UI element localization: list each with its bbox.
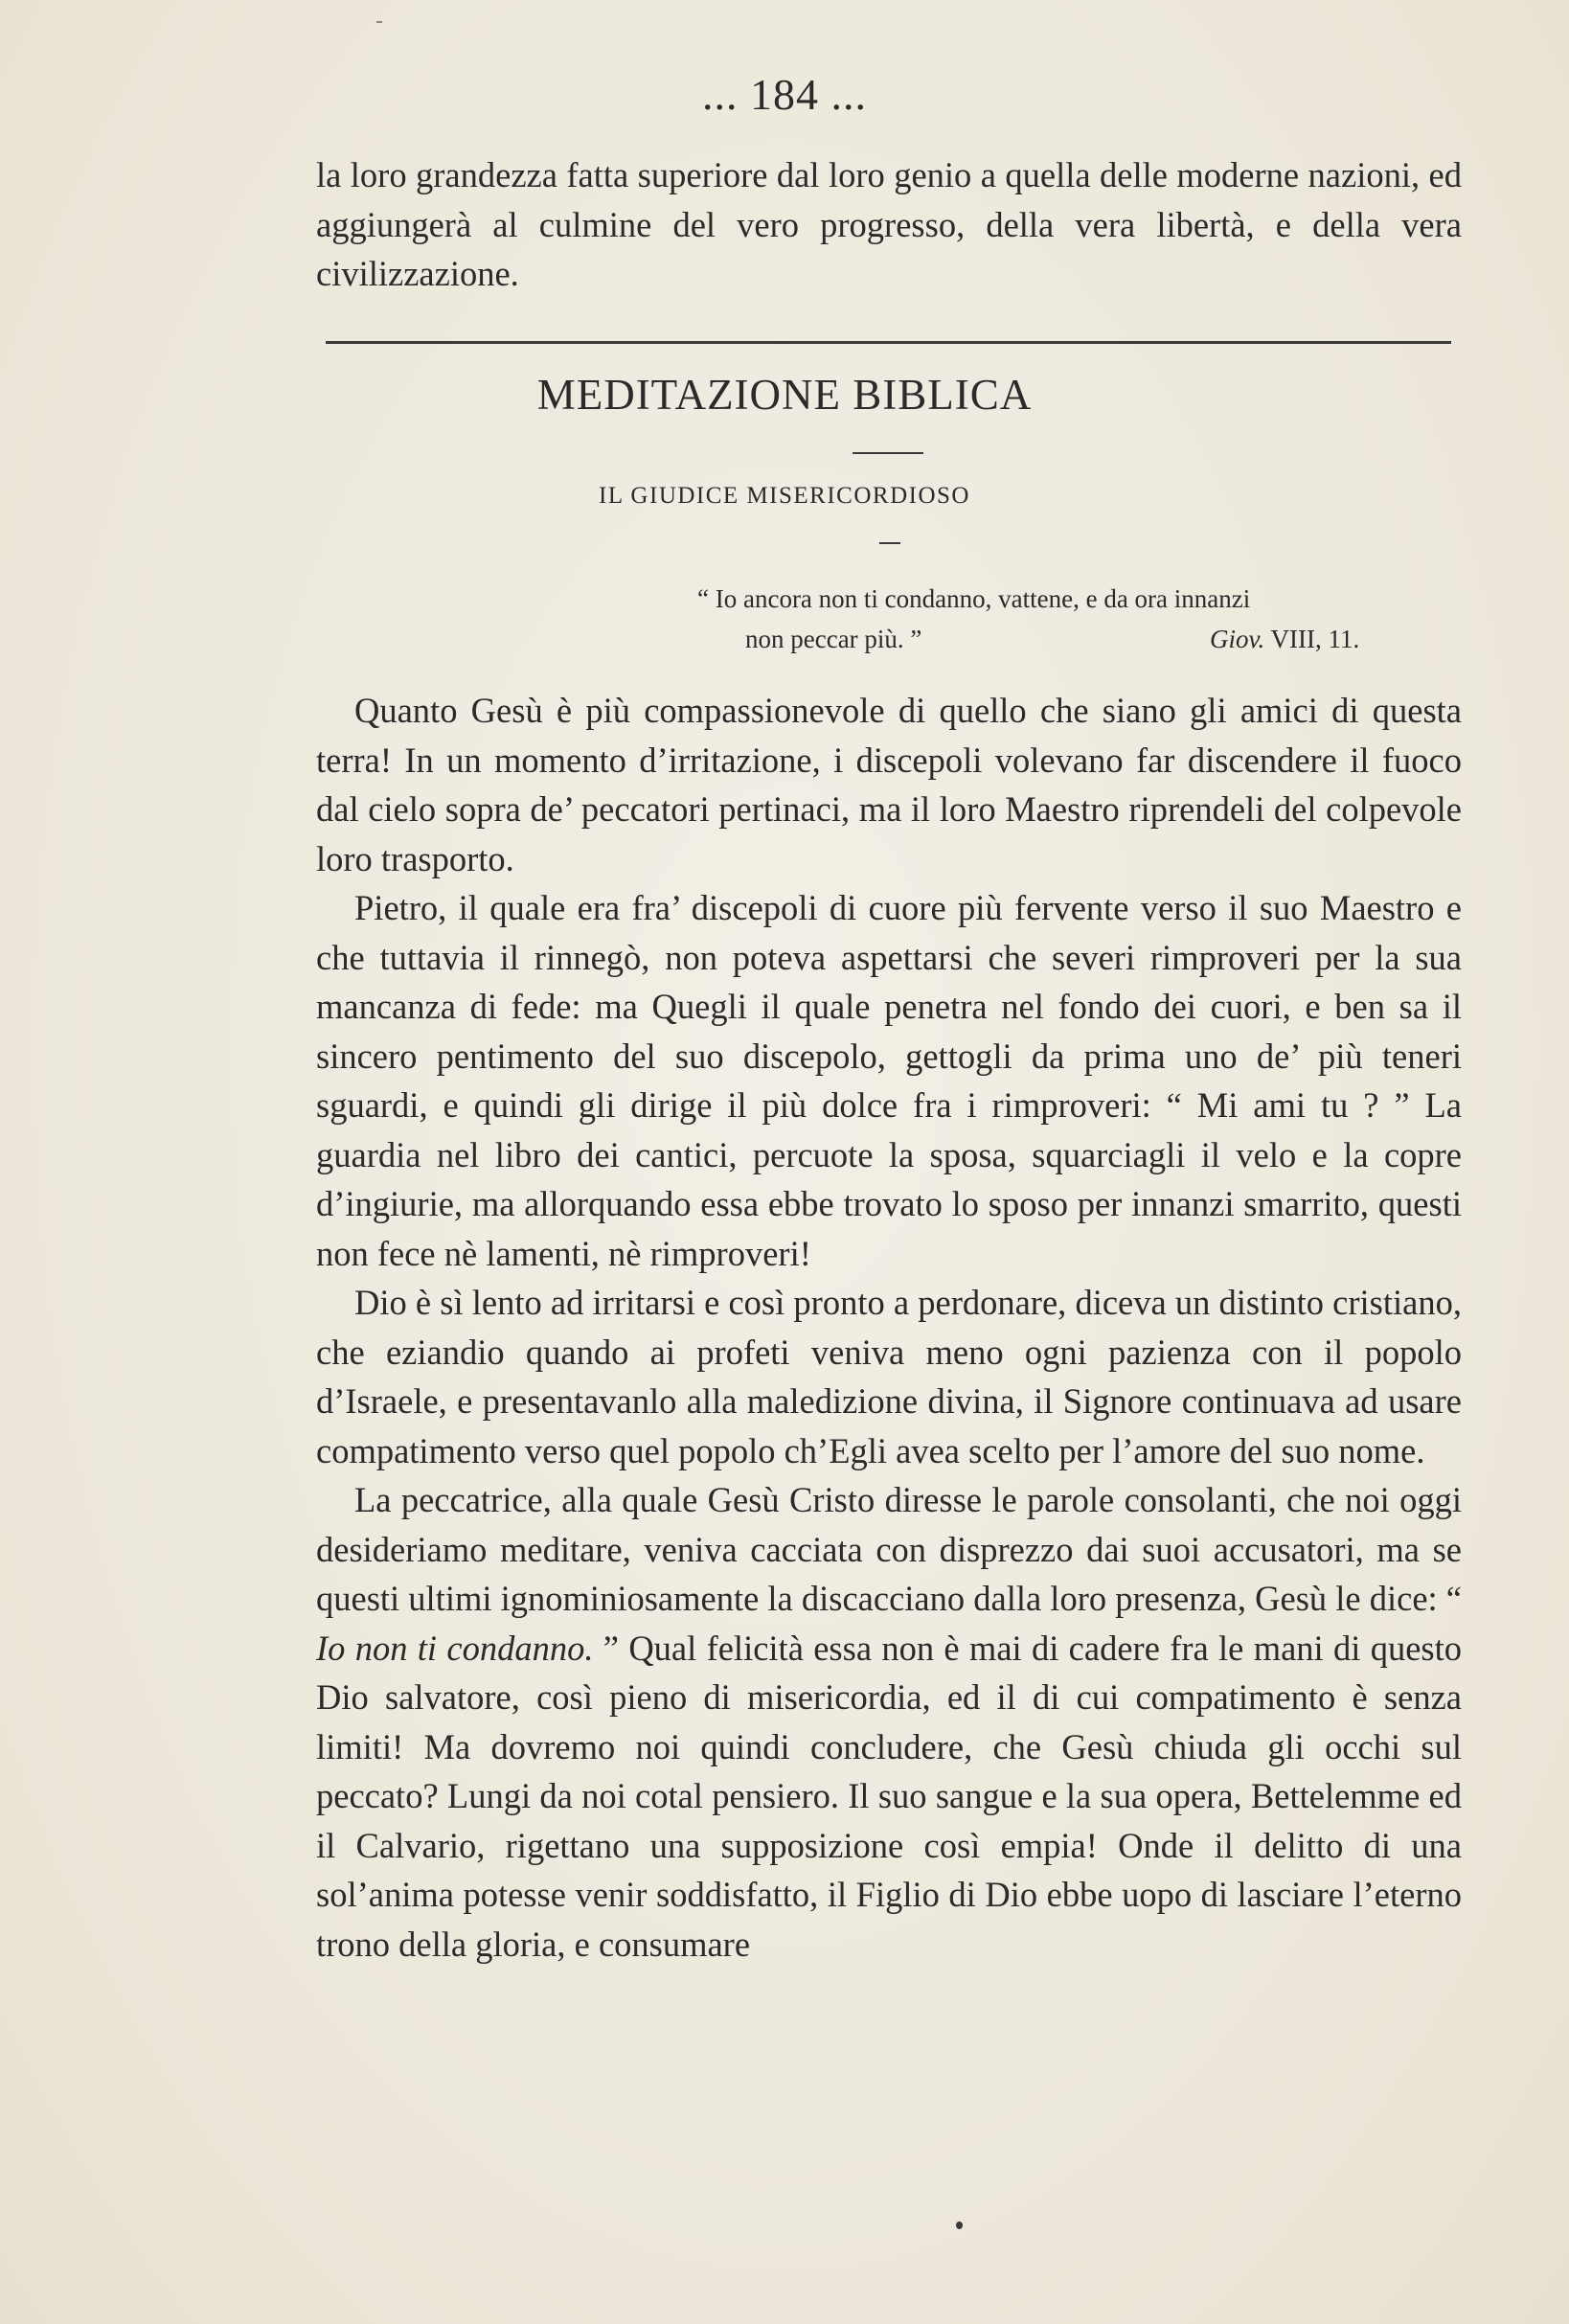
body-text <box>316 686 1462 1969</box>
epigraph-ref-book: Giov. <box>1210 625 1265 653</box>
page-number: ... 184 ... <box>702 70 867 119</box>
epigraph-line-2-text: non peccar più. ” <box>745 625 922 653</box>
section-divider <box>326 341 1451 344</box>
paragraph-1: Quanto Gesù è più compassionevole di quello che siano gli amici di questa terra! In un momento d’irritazione, i discepoli volevano far discendere il fuoco dal cielo sopra de’ peccatori pertinaci, ma il loro Maestro riprendeli del colpevole loro trasporto. <box>316 691 1462 878</box>
intro-text: la loro grandezza fatta superiore dal loro genio a quella delle moderne nazioni, ed aggiungerà al culmine del vero progresso, della vera libertà, e della vera civilizzazione. <box>316 155 1462 293</box>
paragraph-4-quote: Io non ti condanno. <box>316 1628 594 1668</box>
ink-speck <box>956 2221 963 2229</box>
paragraph-4-after: ” Qual felicità essa non è mai di cadere fra le mani di questo Dio salvatore, così pieno di misericordia, ed il di cui compatimento è senza limiti! Ma dovremo noi quindi concludere, che Gesù chiuda gli occhi sul peccato? Lungi da noi cotal pensiero. Il suo sangue e la sua opera, Bettelemme ed il Calvario, rigettano una supposizione così empia! Onde il delitto di una sol’anima potesse venir soddisfatto, il Figlio di Dio ebbe uopo di lasciare l’eterno trono della gloria, e consumare <box>316 1628 1462 1964</box>
epigraph-line-1: “ Io ancora non ti condanno, vattene, e da ora innanzi <box>697 584 1251 613</box>
epigraph-ref-chapter: VIII, 11. <box>1270 625 1360 653</box>
heading-underline <box>853 452 923 454</box>
intro-paragraph <box>316 150 1462 299</box>
epigraph-reference <box>1210 619 1359 659</box>
paragraph-3: Dio è sì lento ad irritarsi e così pronto a perdonare, diceva un distinto cristiano, che eziandio quando ai profeti veniva meno ogni pazienza con il popolo d’Israele, e presentavanlo alla maledizione divina, il Signore continuava ad usare compatimento verso quel popolo ch’Egli avea scelto per l’amore del suo nome. <box>316 1283 1462 1470</box>
epigraph-line-2 <box>697 619 1473 659</box>
paragraph-4-before: La peccatrice, alla quale Gesù Cristo diresse le parole consolanti, che noi oggi desideriamo meditare, veniva cacciata con disprezzo dai suoi accusatori, ma se questi ultimi ignominiosamente la discacciano dalla loro presenza, Gesù le dice: “ <box>316 1480 1462 1618</box>
paragraph-4 <box>316 1475 1462 1969</box>
section-heading: MEDITAZIONE BIBLICA <box>536 371 1033 419</box>
section-subheading: IL GIUDICE MISERICORDIOSO <box>599 483 970 509</box>
epigraph <box>697 579 1473 659</box>
subheading-dash <box>879 542 900 544</box>
paragraph-2: Pietro, il quale era fra’ discepoli di cuore più fervente verso il suo Maestro e che tuttavia il rinnegò, non poteva aspettarsi che severi rimproveri per la sua mancanza di fede: ma Quegli il quale penetra nel fondo dei cuori, e ben sa il sincero pentimento del suo discepolo, gettogli da prima uno de’ più teneri sguardi, e quindi gli dirige il più dolce fra i rimproveri: “ Mi ami tu ? ” La guardia nel libro dei cantici, percuote la sposa, squarciagli il velo e la copre d’ingiurie, ma allorquando essa ebbe trovato lo sposo per innanzi smarrito, questi non fece nè lamenti, nè rimproveri! <box>316 888 1462 1273</box>
scan-mark <box>376 21 382 23</box>
